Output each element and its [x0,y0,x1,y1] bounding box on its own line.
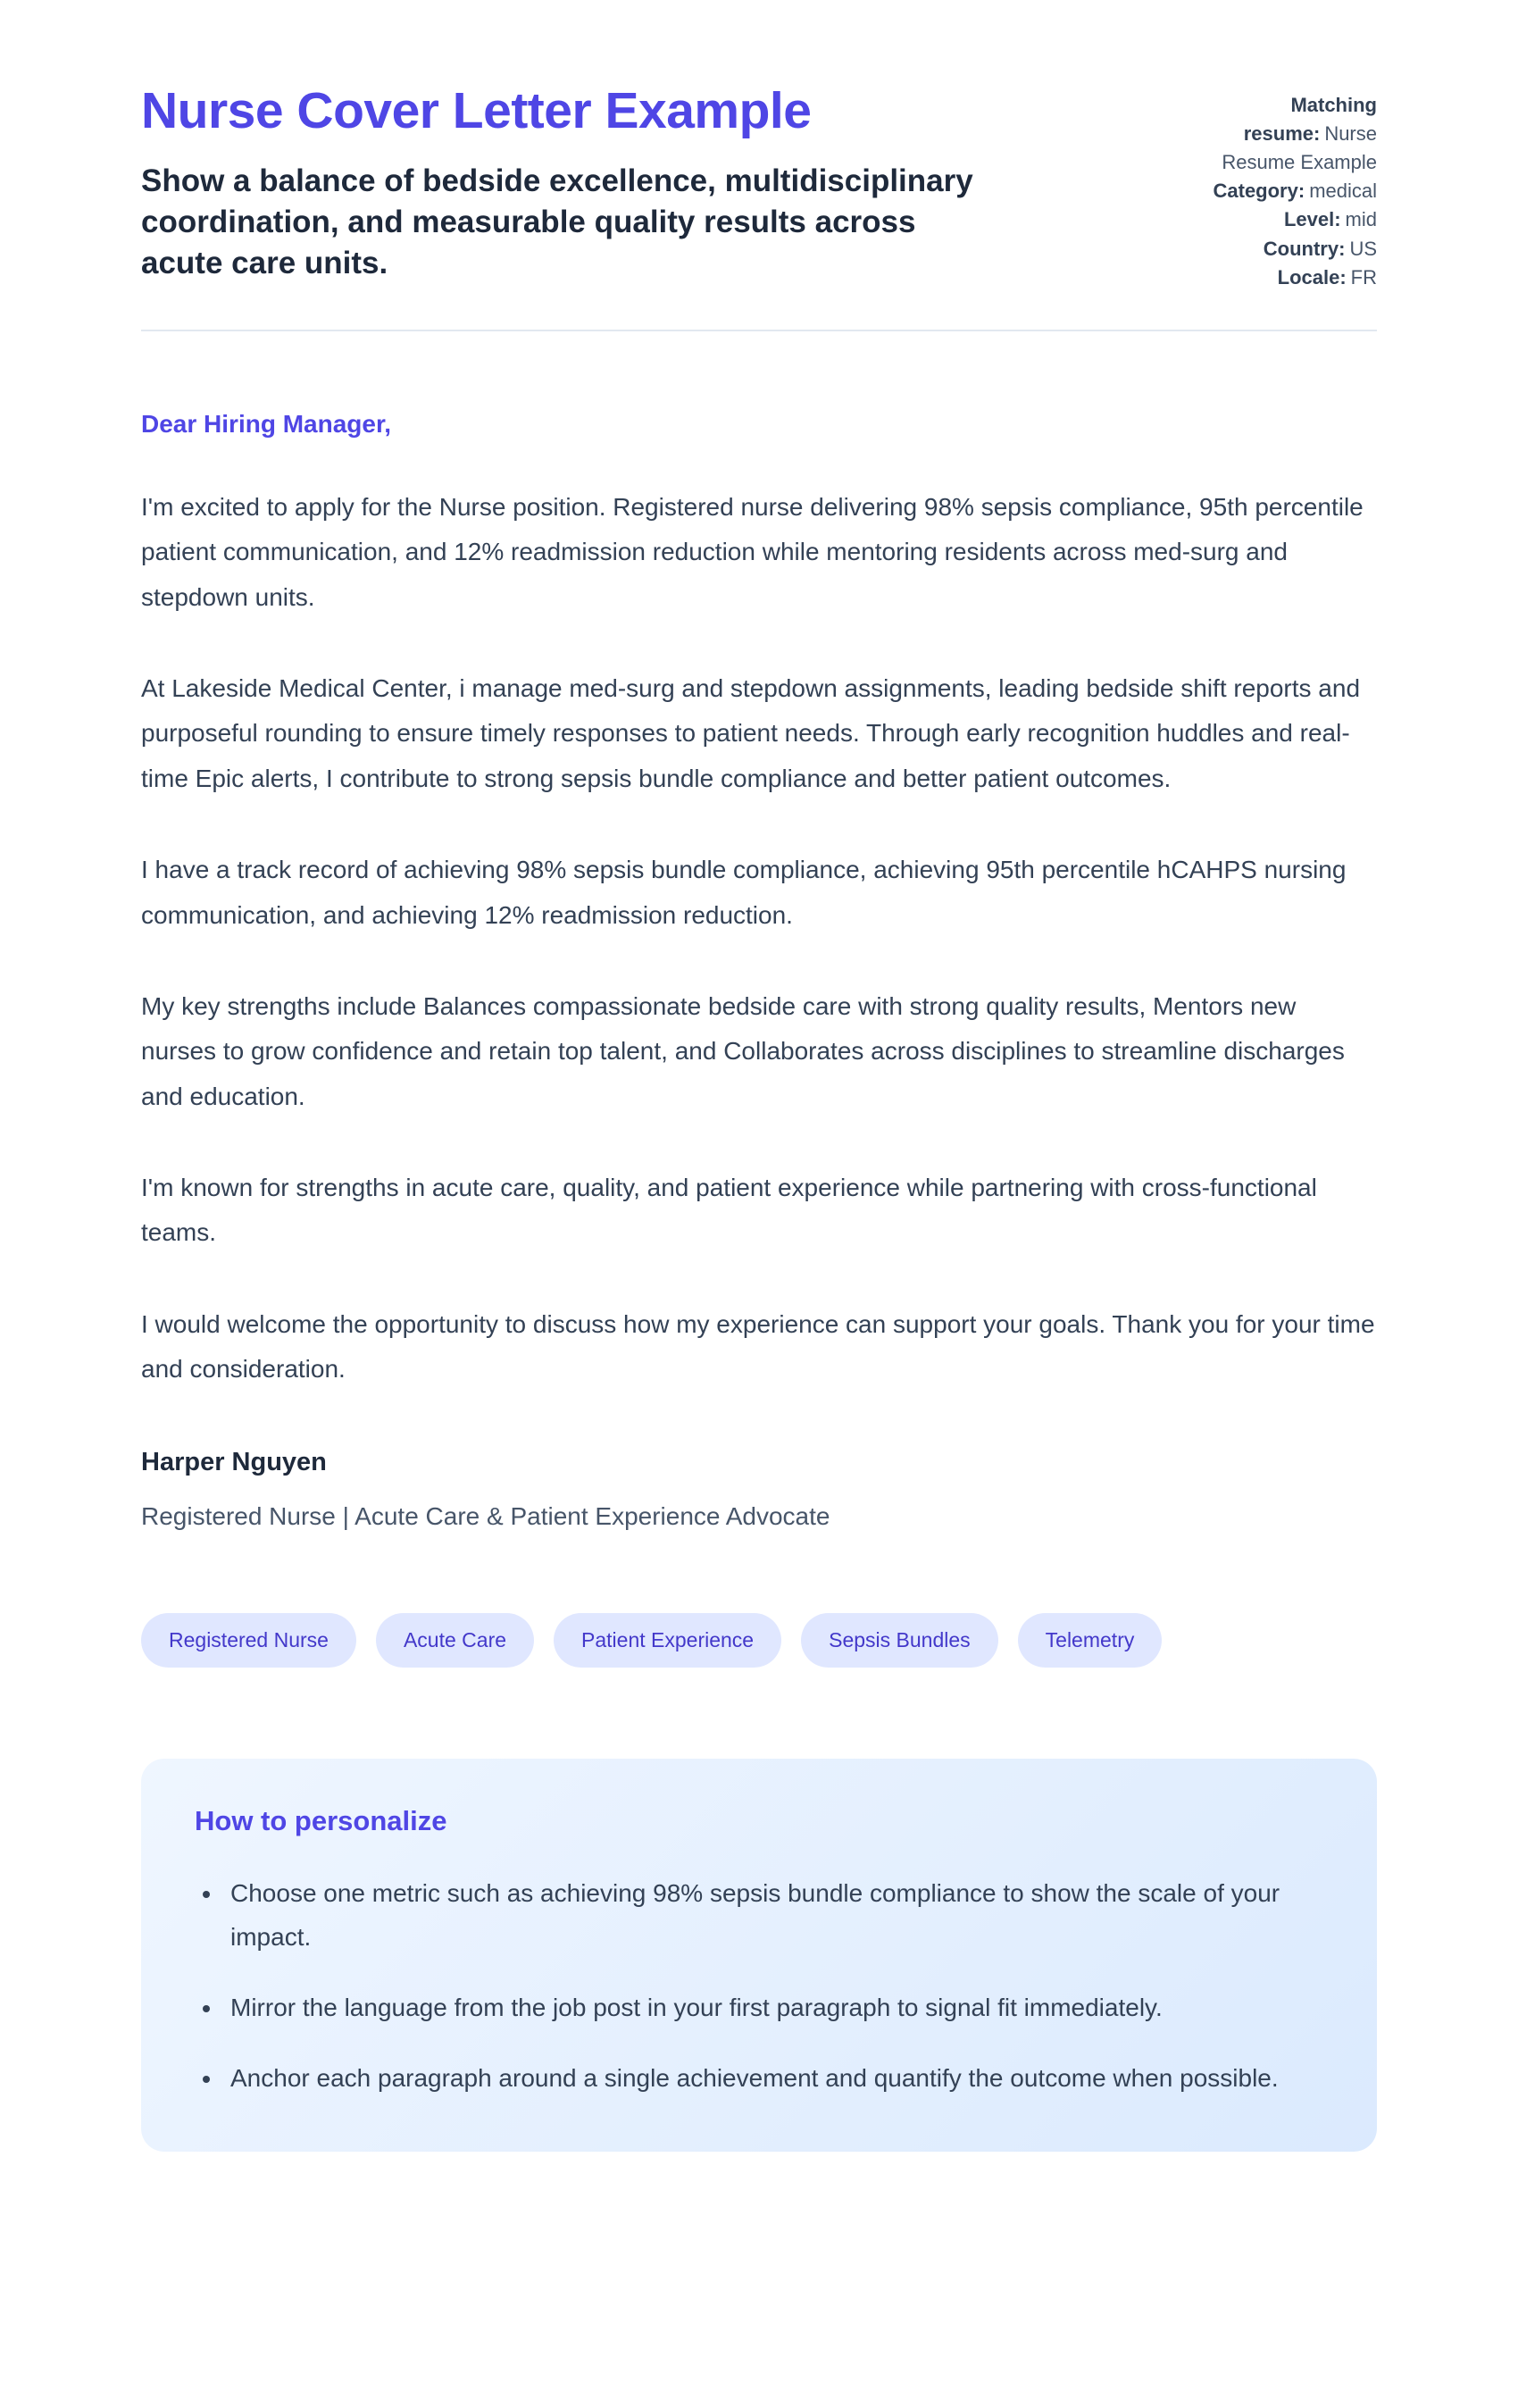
meta-label: Category: [1213,180,1305,203]
meta-item [1198,235,1377,263]
page [141,0,1377,2259]
meta-label: Locale: [1277,265,1347,288]
meta-label: Matching resume: [1243,94,1377,146]
page-title: Nurse Cover Letter Example [141,82,812,139]
personalize-bullet: • Anchor each paragraph around a single achievement and quantify the outcome when possible. [223,2056,1325,2100]
meta-item [1198,263,1377,292]
signature-role: Registered Nurse | Acute Care & Patient Experience Advocate [141,1501,830,1530]
letter-paragraph: My key strengths include Balances compassionate bedside care with strong quality results, Mentors new nurses to grow confidence and retain top talent, and Collaborates across disciplines to streamline discharges and education. [141,991,1345,1110]
header-left [141,82,1003,284]
letter-paragraph: I would welcome the opportunity to discuss how my experience can support your goals. Thank you for your time and consideration. [141,1309,1375,1384]
tag-pill: Telemetry [1018,1613,1163,1668]
letter-paragraphs [141,485,1377,1392]
personalize-list [180,1871,1325,2100]
page-subtitle: Show a balance of bedside excellence, multidisciplinary coordination, and measurable quality results across acute care units. [141,163,973,280]
meta-item [1198,91,1377,177]
divider [141,330,1377,331]
tag-pill: Registered Nurse [141,1613,356,1668]
letter-paragraph: I'm excited to apply for the Nurse position. Registered nurse delivering 98% sepsis compliance, 95th percentile patient communication, and 12% readmission reduction while mentoring residents across med-surg and stepdown units. [141,492,1364,611]
letter-paragraph: At Lakeside Medical Center, i manage med-surg and stepdown assignments, leading bedside shift reports and purposeful rounding to ensure timely responses to patient needs. Through early recognition huddles and real-time Epic alerts, I contribute to strong sepsis bundle compliance and better patient outcomes. [141,673,1361,792]
personalize-bullet: • Choose one metric such as achieving 98% sepsis bundle compliance to show the scale of your impact. [223,1871,1325,1959]
personalize-bullet: • Mirror the language from the job post in your first paragraph to signal fit immediately. [223,1986,1325,2029]
meta-value: medical [1309,180,1377,203]
tag-pill: Sepsis Bundles [801,1613,998,1668]
meta-label: Level: [1283,208,1341,231]
meta-value: US [1349,237,1377,260]
meta-panel [1198,82,1377,292]
signature-name: Harper Nguyen [141,1447,327,1476]
letter-body [141,410,1377,1531]
letter-paragraph: I'm known for strengths in acute care, quality, and patient experience while partnering with cross-functional teams. [141,1174,1317,1247]
meta-item [1198,177,1377,205]
header [141,82,1377,292]
meta-label: Country: [1263,237,1346,260]
salutation: Dear Hiring Manager, [141,409,392,438]
personalize-title: How to personalize [195,1804,447,1836]
meta-item [1198,205,1377,234]
tag-list [141,1613,1377,1668]
meta-value: mid [1345,208,1377,231]
letter-paragraph: I have a track record of achieving 98% sepsis bundle compliance, achieving 95th percentile hCAHPS nursing communication, and achieving 12% readmission reduction. [141,856,1347,929]
tag-pill: Patient Experience [554,1613,781,1668]
meta-value: FR [1350,265,1377,288]
tag-pill: Acute Care [376,1613,534,1668]
personalize-card [141,1759,1377,2152]
meta-value: Nurse Resume Example [1222,122,1377,174]
